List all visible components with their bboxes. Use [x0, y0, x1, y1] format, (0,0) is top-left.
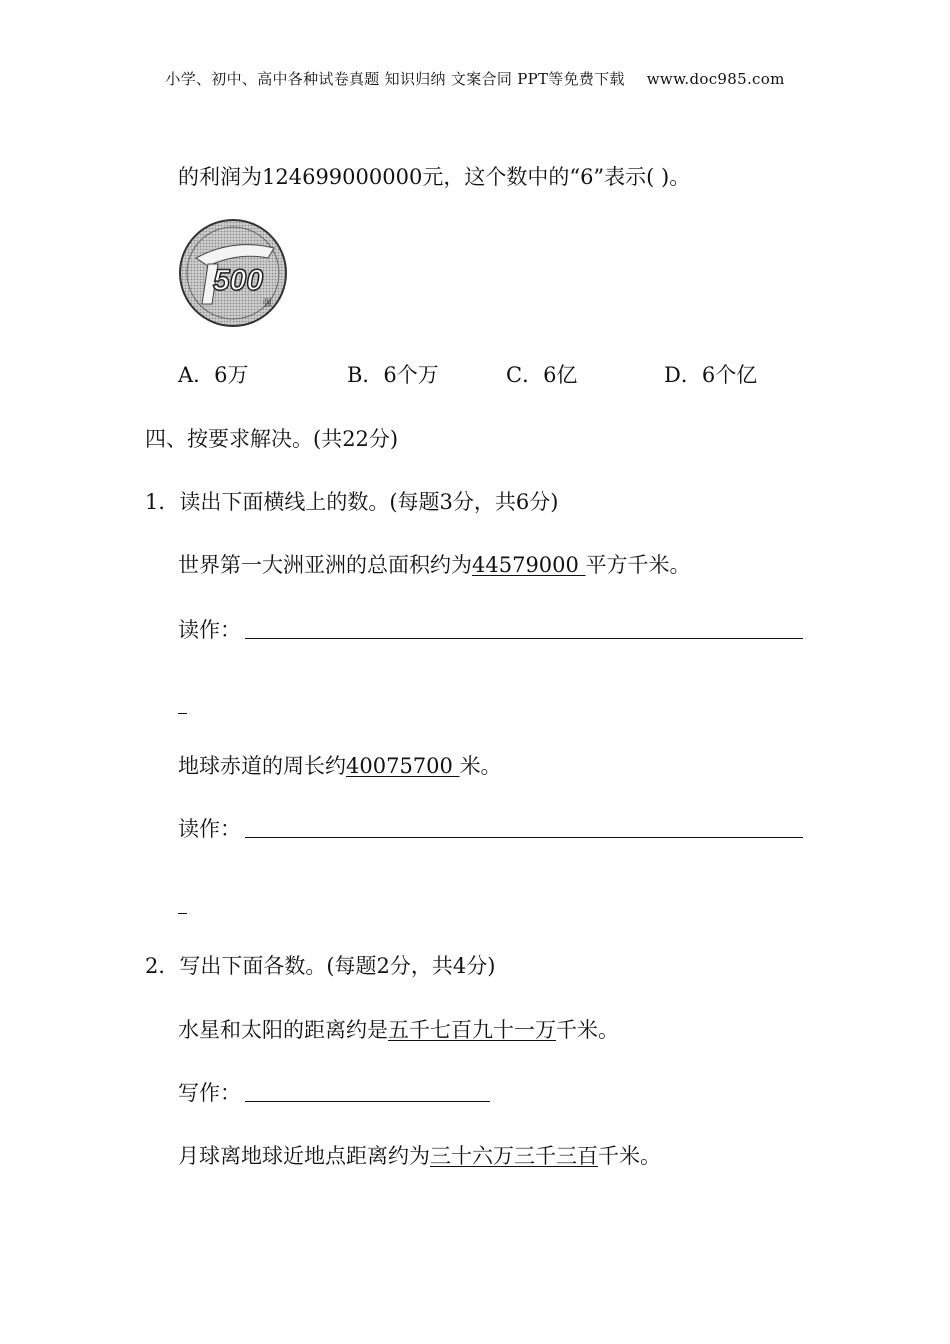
header-title: 小学、初中、高中各种试卷真题 知识归纳 文案合同 PPT等免费下载	[165, 70, 625, 88]
option-c: C．6亿	[506, 363, 578, 387]
q1-item1	[178, 552, 691, 578]
q2-item1-pre: 水星和太阳的距离约是	[178, 1018, 388, 1042]
q1-item2	[178, 753, 502, 779]
q2-write-label: 写作：	[178, 1081, 241, 1105]
q2-item2-number: 三十六万三千三百	[430, 1144, 598, 1168]
q1-title: 1．读出下面横线上的数。(每题3分，共6分)	[145, 490, 559, 514]
header-site: www.doc985.com	[646, 70, 785, 88]
fortune-500-logo	[178, 218, 288, 328]
option-d: D．6个亿	[664, 363, 758, 387]
section-title: 四、按要求解决。(共22分)	[145, 427, 399, 451]
q1-read-label-2: 读作：	[178, 817, 241, 841]
svg-text:500: 500	[212, 264, 264, 297]
svg-text:强: 强	[263, 299, 273, 309]
answer-line-2-tail	[178, 913, 187, 914]
q1-item1-number: 44579000	[472, 553, 586, 577]
q2-item2-pre: 月球离地球近地点距离约为	[178, 1144, 430, 1168]
q1-item2-post: 米。	[459, 754, 502, 778]
answer-line-1-tail	[178, 713, 187, 714]
q1-item2-number: 40075700	[346, 754, 460, 778]
q2-title: 2．写出下面各数。(每题2分，共4分)	[145, 954, 496, 978]
q1-item1-post: 平方千米。	[585, 553, 691, 577]
answer-line-1[interactable]	[245, 638, 803, 639]
answer-line-3[interactable]	[245, 1101, 490, 1102]
q2-item1	[178, 1017, 619, 1043]
q1-item1-pre: 世界第一大洲亚洲的总面积约为	[178, 553, 472, 577]
answer-line-2[interactable]	[245, 837, 803, 838]
q2-item2	[178, 1143, 661, 1169]
option-a: A．6万	[178, 363, 249, 387]
q2-item1-post: 千米。	[556, 1018, 619, 1042]
option-b: B．6个万	[347, 363, 439, 387]
page-header	[0, 68, 950, 89]
q1-item2-pre: 地球赤道的周长约	[178, 754, 346, 778]
q1-read-label-1: 读作：	[178, 618, 241, 642]
question-continuation: 的利润为124699000000元，这个数中的“6”表示( )。	[178, 165, 691, 189]
q2-item1-number: 五千七百九十一万	[388, 1018, 556, 1042]
q2-item2-post: 千米。	[598, 1144, 661, 1168]
